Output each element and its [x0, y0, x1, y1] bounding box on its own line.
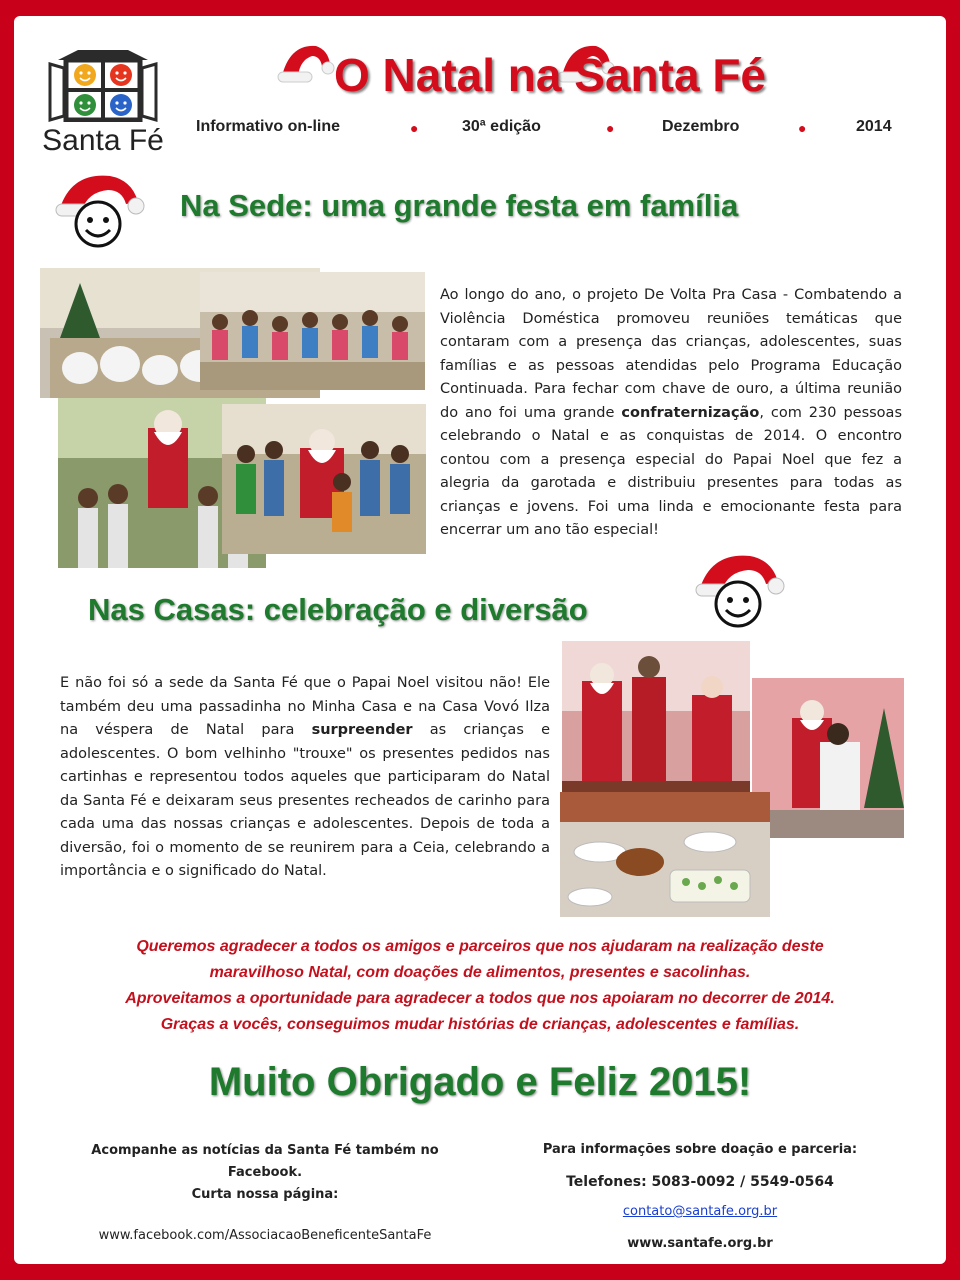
logo-text: Santa Fé: [42, 124, 164, 157]
phone-numbers: Telefones: 5083-0092 / 5549-0564: [566, 1174, 834, 1190]
thanks-line: Graças a vocês, conseguimos mudar histórias de crianças, adolescentes e famílias.: [160, 1016, 800, 1033]
santa-fe-logo: [38, 38, 168, 158]
sede-text-part: , com 230 pessoas celebrando o Natal e as conquistas de 2014. O encontro contou com a presença especial do Papai Noel que fez a alegria da garotada e distribuiu presentes para todas as crianças e jovens. Foi uma linda e emocionante festa para encerrar um ano tão especial!: [440, 404, 902, 538]
footer-facebook-block: [70, 1140, 460, 1206]
email-link[interactable]: contato@santafe.org.br: [622, 1204, 778, 1219]
sede-text-bold: confraternização: [621, 404, 760, 421]
section-casas-title: Nas Casas: celebração e diversão: [88, 592, 588, 627]
facebook-url-link[interactable]: www.facebook.com/AssociacaoBeneficenteSantaFe: [98, 1228, 432, 1243]
casas-text-part: E não foi só a sede da Santa Fé que o Papai Noel visitou não! Ele também deu uma passadinha no Minha Casa e na Casa Vovó Ilza na véspera de Natal para: [60, 675, 550, 738]
website-link[interactable]: www.santafe.org.br: [627, 1236, 773, 1251]
newsletter-type: Informativo on-line: [196, 118, 340, 135]
edition-year: 2014: [856, 118, 892, 135]
thanks-line: Aproveitamos a oportunidade para agradecer a todos que nos apoiaram no decorrer de 2014.: [125, 990, 835, 1007]
thanks-message: [40, 934, 920, 1038]
thanks-line: Queremos agradecer a todos os amigos e parceiros que nos ajudaram na realização deste: [136, 938, 824, 955]
thanks-line: maravilhoso Natal, com doações de alimentos, presentes e sacolinhas.: [209, 964, 751, 981]
section-sede-text: [440, 284, 902, 543]
newsletter-title: O Natal na Santa Fé: [333, 49, 766, 101]
house-photo-santa-child: [752, 678, 904, 838]
edition-info-bar: [196, 116, 900, 140]
contact-heading: Para informações sobre doação e parceria:: [542, 1142, 858, 1157]
house-photo-supper-table: [560, 792, 770, 917]
section-sede-title: Na Sede: uma grande festa em família: [180, 188, 739, 223]
separator-dot: ●: [606, 120, 615, 136]
edition-number: 30ª edição: [462, 118, 541, 135]
santa-hat-face-icon: [692, 552, 788, 628]
casas-text-bold: surpreender: [311, 722, 413, 738]
facebook-invite-text: Acompanhe as notícias da Santa Fé também no Facebook.: [91, 1143, 439, 1180]
farewell-heading: Muito Obrigado e Feliz 2015!: [208, 1060, 752, 1104]
section-casas-text: [60, 672, 550, 884]
party-photo-santa-kids: [222, 404, 426, 554]
edition-month: Dezembro: [662, 118, 740, 135]
party-photo-crowd: [200, 272, 425, 390]
house-photo-santa-couple: [562, 641, 750, 799]
sede-text-part: Ao longo do ano, o projeto De Volta Pra Casa - Combatendo a Violência Doméstica promoveu reuniões temáticas que contaram com a presença das crianças, adolescentes, suas famílias e as pessoas atendidas pelo Programa Educação Continuada. Para fechar com chave de ouro, a última reunião do ano foi uma grande: [440, 287, 902, 421]
logo-house-icon: [48, 40, 158, 122]
separator-dot: ●: [410, 120, 419, 136]
casas-text-part: as crianças e adolescentes. O bom velhinho "trouxe" os presentes pedidos nas cartinhas e representou todos aqueles que participaram do Natal da Santa Fé e deixaram seus presentes recheados de carinho para cada uma das nossas crianças e adolescentes. Depois de toda a diversão, foi o momento de se reunirem para a Ceia, celebrando a importância e o significado do Natal.: [60, 722, 551, 879]
facebook-page-label: Curta nossa página:: [191, 1187, 339, 1202]
santa-hat-face-icon: [52, 172, 148, 248]
separator-dot: ●: [798, 120, 807, 136]
